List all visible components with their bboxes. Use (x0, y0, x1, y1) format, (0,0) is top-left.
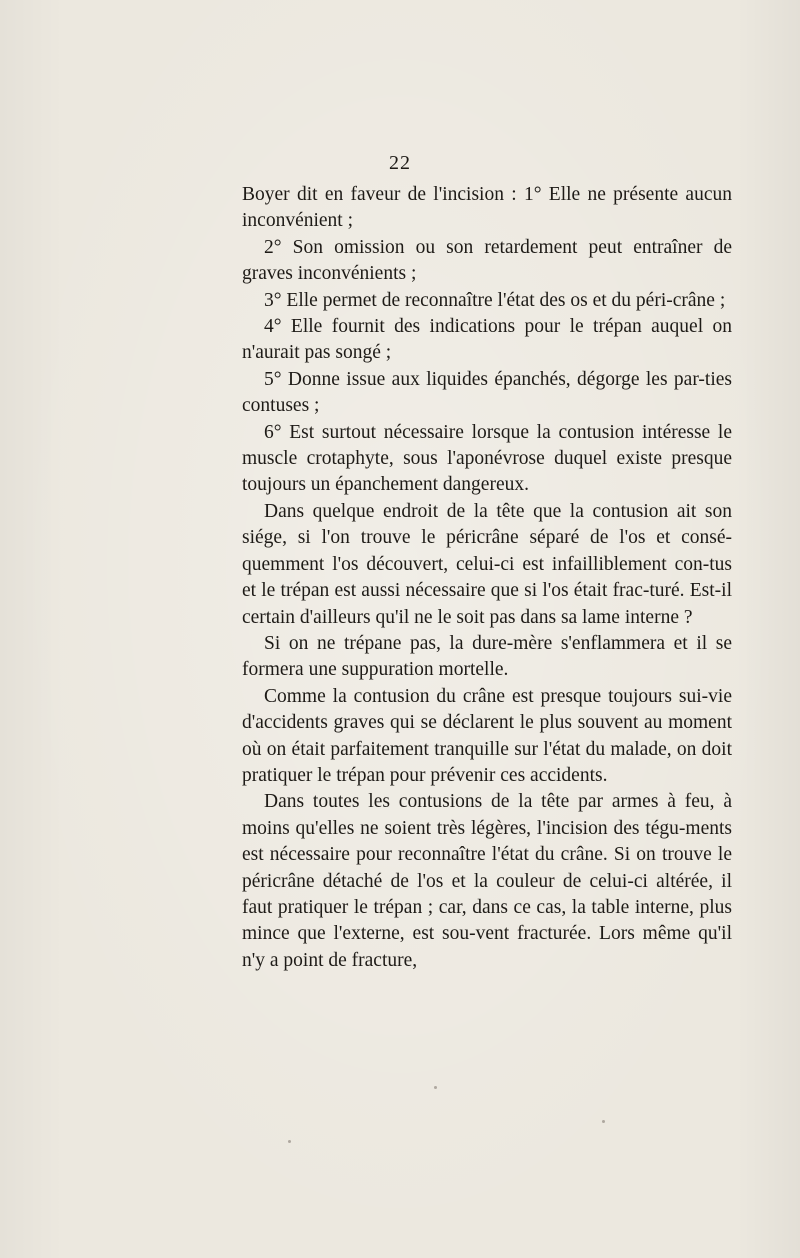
paragraph-5: 5° Donne issue aux liquides épanchés, dégorge les par-ties contuses ; (242, 368, 732, 417)
paragraph-3: 3° Elle permet de reconnaître l'état des os et du péri-crâne ; (264, 289, 726, 311)
paragraph-2: 2° Son omission ou son retardement peut entraîner de graves inconvénients ; (242, 236, 732, 285)
paragraph-4: 4° Elle fournit des indications pour le trépan auquel on n'aurait pas songé ; (242, 316, 732, 364)
paper-speck (434, 1086, 437, 1089)
paragraph-9: Comme la contusion du crâne est presque toujours sui-vie d'accidents graves qui se déclarent le plus souvent au moment où on était parfaitement tranquille sur l'état du malade, on doit pratiquer le trépan pour prévenir ces accidents. (242, 685, 732, 786)
paragraph-10: Dans toutes les contusions de la tête par armes à feu, à moins qu'elles ne soient très légères, l'incision des tégu-ments est nécessaire pour reconnaître l'état du crâne. Si on trouve le péricrâne détaché de l'os et la couleur de celui-ci altérée, il faut pratiquer le trépan ; car, dans ce cas, la table interne, plus mince que l'externe, est sou-vent fracturée. Lors même qu'il n'y a point de fracture, (242, 791, 732, 971)
paragraph-1: Boyer dit en faveur de l'incision : 1° Elle ne présente aucun inconvénient ; (242, 184, 732, 232)
page-number: 22 (389, 152, 411, 174)
paragraph-8: Si on ne trépane pas, la dure-mère s'enflammera et il se formera une suppuration mortelle. (242, 632, 732, 681)
paper-speck (602, 1120, 605, 1123)
paragraph-7: Dans quelque endroit de la tête que la contusion ait son siége, si l'on trouve le péricrâne séparé de l'os et consé-quemment l'os découvert, celui-ci est infailliblement con-tus et le trépan est aussi nécessaire que si l'os était frac-turé. Est-il certain d'ailleurs qu'il ne le soit pas dans sa lame interne ? (242, 500, 732, 628)
paragraph-6: 6° Est surtout nécessaire lorsque la contusion intéresse le muscle crotaphyte, sous l'aponévrose duquel existe presque toujours un épanchement dangereux. (242, 421, 732, 496)
paper-speck (288, 1140, 291, 1143)
body-text (242, 182, 732, 974)
